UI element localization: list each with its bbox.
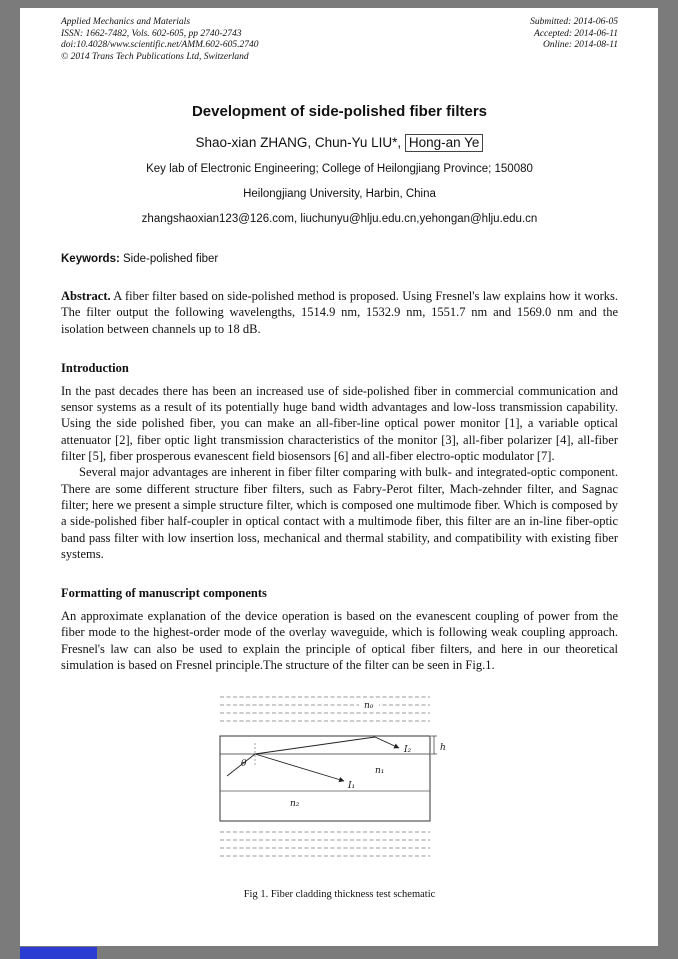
n1-label: n₁ — [374, 766, 384, 777]
n2-label: n₂ — [289, 799, 299, 810]
fiber-schematic — [215, 693, 465, 863]
abstract-block — [61, 288, 618, 337]
h-thickness-bracket — [431, 736, 437, 754]
keywords-text: Side-polished fiber — [119, 253, 219, 265]
paper-page — [20, 8, 658, 946]
page-title: Development of side-polished fiber filters — [191, 103, 488, 120]
journal-header — [61, 17, 618, 63]
i2-label: I₂ — [403, 745, 411, 756]
journal-issn: ISSN: 1662-7482, Vols. 602-605, pp 2740-2743 — [61, 28, 242, 39]
keywords-line — [61, 253, 618, 265]
journal-copyright: © 2014 Trans Tech Publications Ltd, Switzerland — [61, 51, 249, 62]
figure-1 — [61, 693, 618, 900]
n0-label: n₀ — [363, 701, 373, 712]
authors-line — [61, 135, 618, 150]
affiliation-line-1: Key lab of Electronic Engineering; College of Heilongjiang Province; 150080 — [146, 163, 533, 175]
affiliation-line-2: Heilongjiang University, Harbin, China — [243, 188, 436, 200]
bottom-dashed-lines — [220, 832, 430, 856]
heading-formatting: Formatting of manuscript components — [61, 586, 267, 601]
journal-info — [61, 17, 258, 63]
reflected-ray-i1 — [255, 754, 344, 781]
i1-label: I₁ — [347, 781, 355, 792]
formatting-paragraph-1: An approximate explanation of the device operation is based on the evanescent coupling of power from the fiber mode to the highest-order mode of the overlay waveguide, which is following weak coupling approach. Fresnel's law can also be used to explain the principle of optical fiber filters, and here in our theoretical simulation is based on Fresnel principle.The structure of the filter can be seen in Fig.1. — [61, 609, 618, 673]
figure-caption: Fig 1. Fiber cladding thickness test schematic — [243, 889, 436, 901]
exit-ray-i2 — [375, 737, 399, 748]
fiber-outline — [220, 736, 430, 821]
keywords-label: Keywords: — [61, 253, 120, 265]
journal-name: Applied Mechanics and Materials — [61, 17, 191, 27]
bottom-blue-bar — [20, 947, 97, 959]
submitted-date: Submitted: 2014-06-05 — [530, 17, 618, 27]
introduction-paragraph-1: In the past decades there has been an increased use of side-polished fiber in commercial communication and sensor systems as a result of its potentially huge band width advantages and low-loss transmission capability. Using the side polished fiber, you can make an all-fiber-line optical power monitor [1], a variable optical attenuator [2], fiber optic light transmission characteristics of the monitor [3], all-fiber polarizer [4], all-fiber filter [5], fiber prosperous evanescent field biosensors [6] and all-fiber electro-optic modulator [7]. — [61, 383, 618, 464]
introduction-paragraph-2: Several major advantages are inherent in fiber filter comparing with bulk- and integrated-optic component. There are some different structure fiber filters, such as Fabry-Perot filter, Mach-zehnder filter, and Sagnac filter; here we present a simple structure filter, which is composed one multimode fiber. Which is composed by a side-polished fiber half-coupler in optical contact with a multimode fiber, this filter are an in-line fiber-optic band pass filter with low insertion loss, mechanical and thermal stability, and compatibility with existing fiber systems. — [61, 465, 618, 561]
author-emails: zhangshaoxian123@126.com, liuchunyu@hlju.edu.cn,yehongan@hlju.edu.cn — [141, 213, 538, 225]
author-highlight-box: Hong-an Ye — [405, 134, 484, 152]
transmitted-ray — [255, 737, 375, 754]
top-dashed-lines — [220, 697, 430, 721]
heading-introduction: Introduction — [61, 360, 129, 375]
submission-dates — [530, 17, 618, 63]
abstract-text: A fiber filter based on side-polished method is proposed. Using Fresnel's law explains how it works. The filter output the following wavelengths, 1514.9 nm, 1532.9 nm, 1551.7 nm and 1569.0 nm and the isolation between channels up to 18 dB. — [61, 289, 618, 336]
abstract-label: Abstract. — [61, 289, 111, 303]
journal-doi: doi:10.4028/www.scientific.net/AMM.602-605.2740 — [61, 40, 259, 50]
accepted-date: Accepted: 2014-06-11 — [534, 28, 618, 39]
theta-label: θ — [240, 759, 246, 770]
authors-text: Shao-xian ZHANG, Chun-Yu LIU*, — [195, 135, 405, 150]
online-date: Online: 2014-08-11 — [542, 40, 618, 50]
h-label: h — [439, 743, 446, 754]
